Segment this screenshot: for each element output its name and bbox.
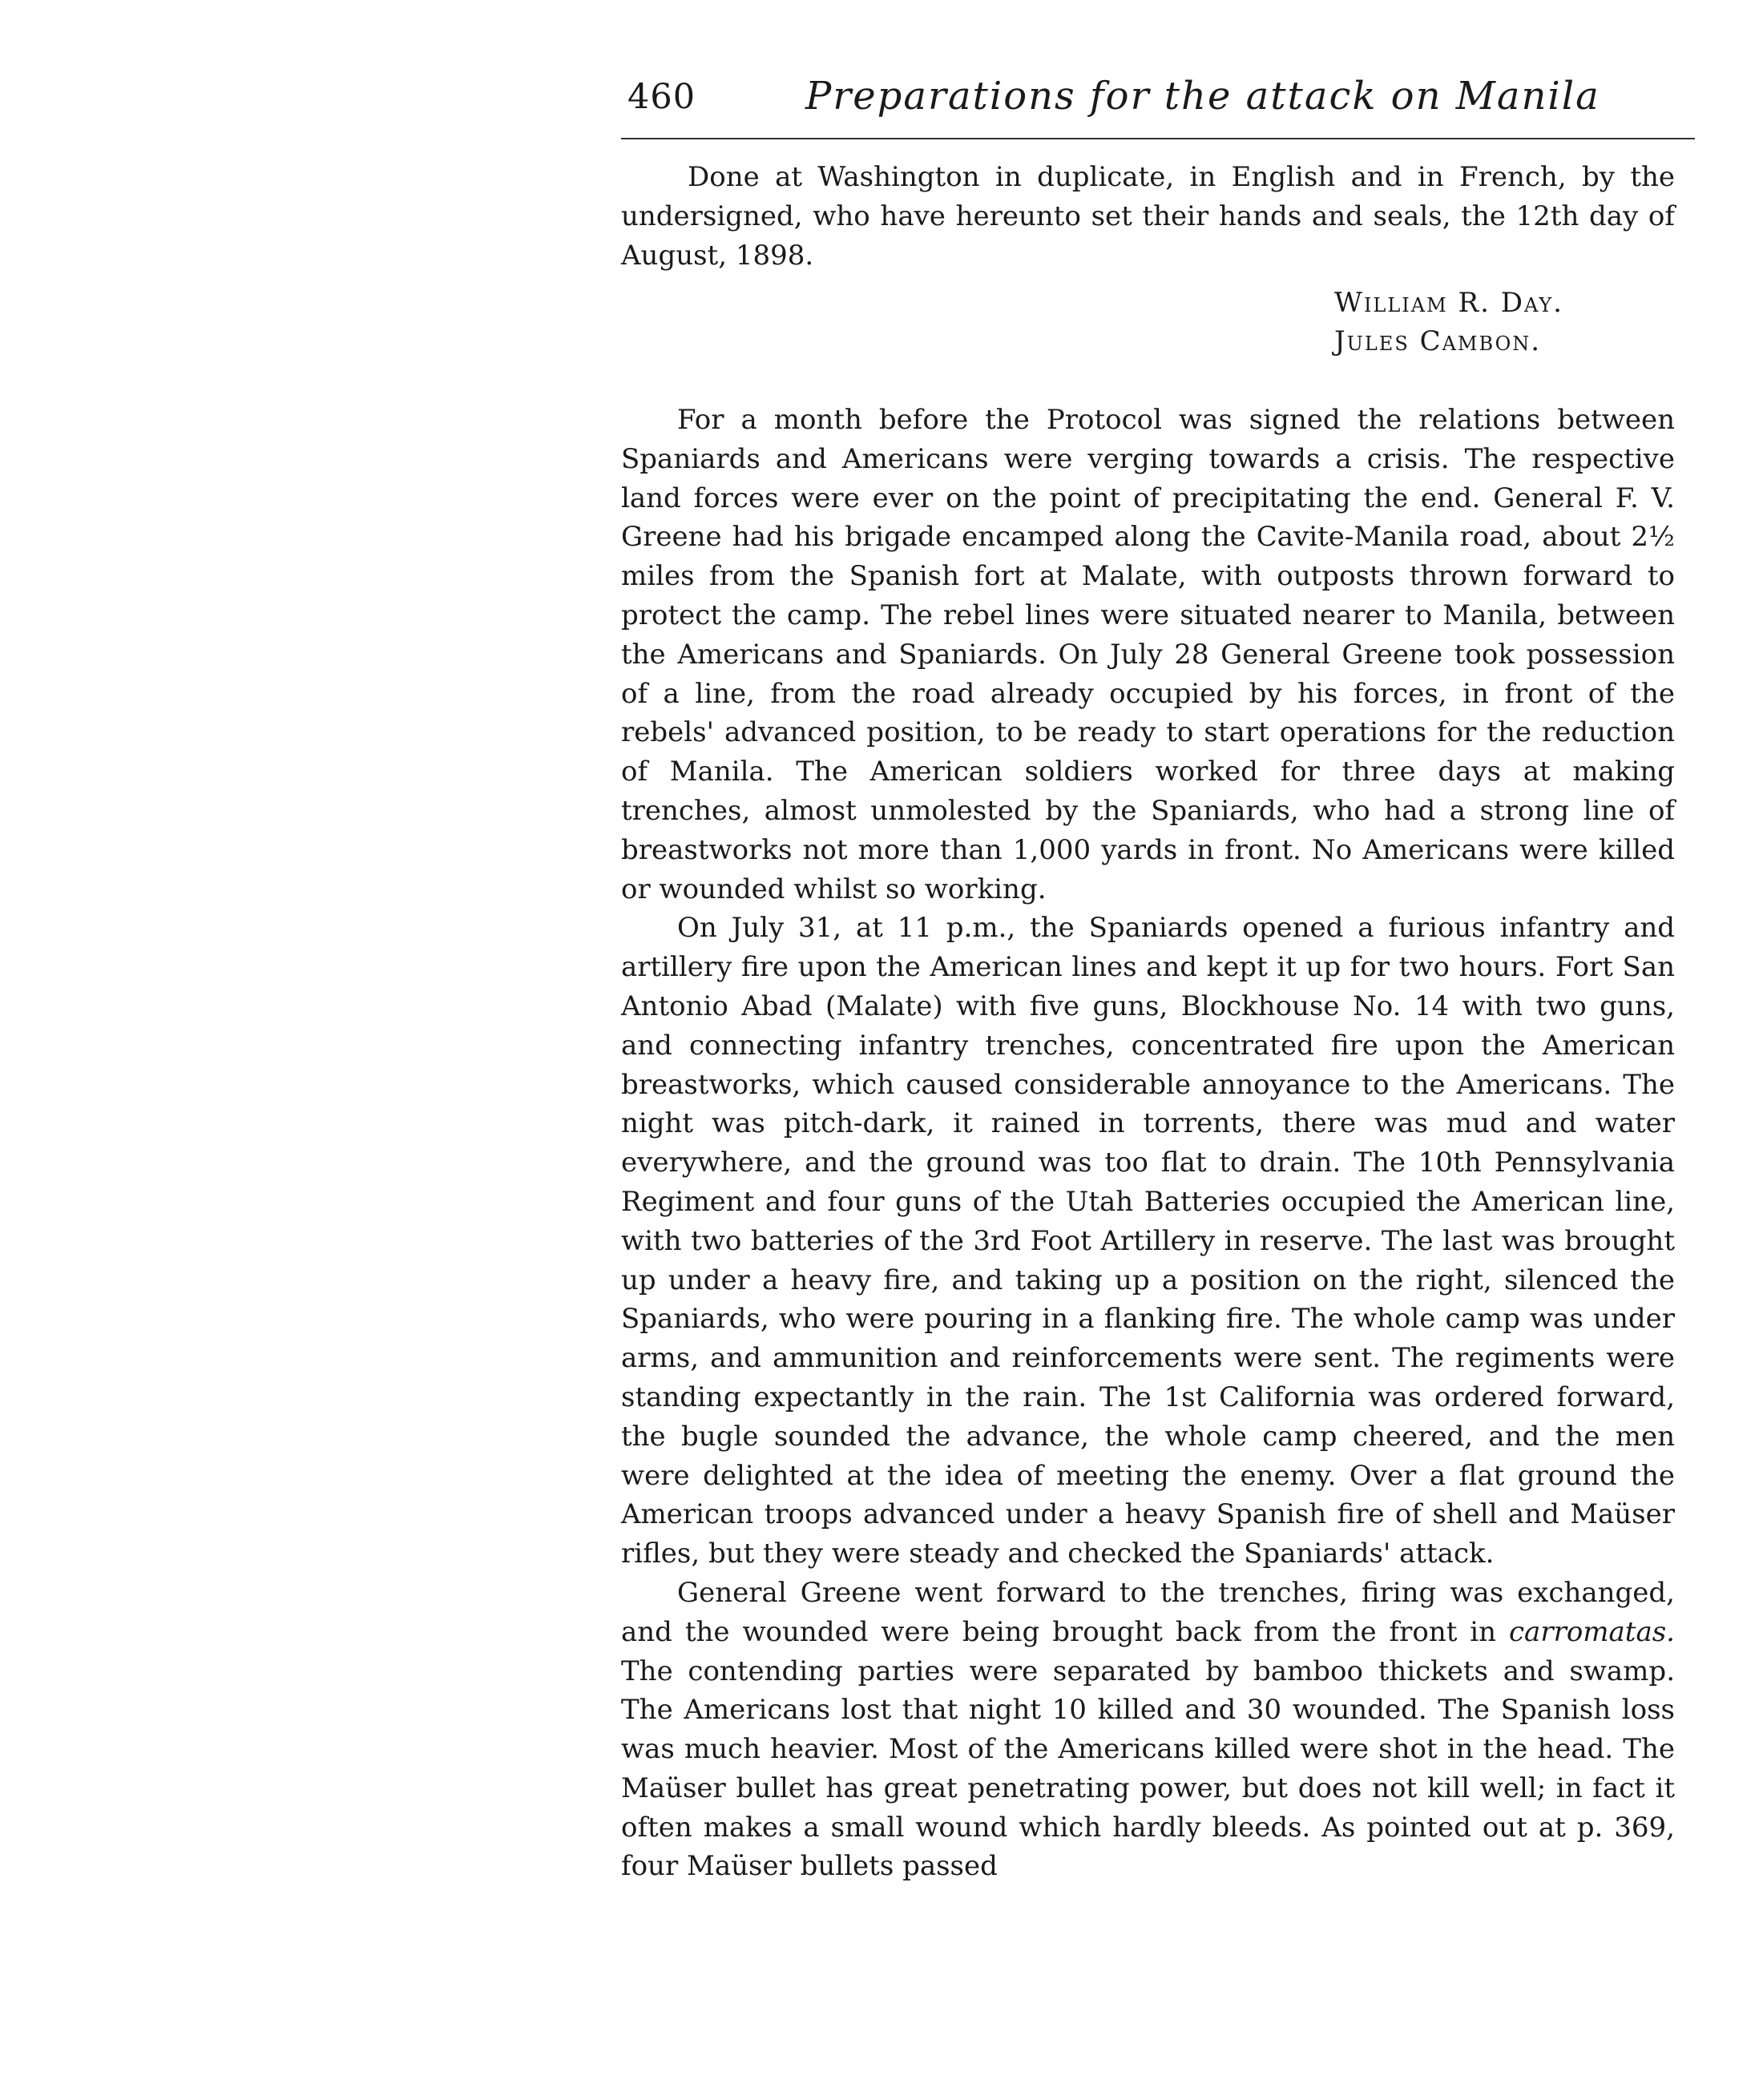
paragraph-july-31-attack: On July 31, at 11 p.m., the Spaniards opened a furious infantry and artillery fire upon the American lines and kept it up for two hours. Fort San Antonio Abad (Malate) with five guns, Blockhouse No. 14 with two guns, and connecting infantry trenches, concentrated fire upon the American breastworks, which caused considerable annoyance to the Americans. The night was pitch-dark, it rained in torrents, there was mud and water everywhere, and the ground was too flat to drain. The 10th Pennsylvania Regiment and four guns of the Utah Batteries occupied the American line, with two batteries of the 3rd Foot Artillery in reserve. The last was brought up under a heavy fire, and taking up a position on the right, silenced the Spaniards, who were pouring in a flanking fire. The whole camp was under arms, and ammunition and reinforcements were sent. The regiments were standing expectantly in the rain. The 1st California was ordered forward, the bugle sounded the advance, the whole camp cheered, and the men were delighted at the idea of meeting the enemy. Over a flat ground the American troops advanced under a heavy Spanish fire of shell and Maüser rifles, but they were steady and checked the Spaniards' attack. (621, 912, 1675, 1570)
italic-term-carromatas: carromatas. (1509, 1615, 1675, 1648)
running-title: Preparations for the attack on Manila (805, 74, 1600, 119)
signatures-block (1334, 284, 1675, 361)
signature-jules-cambon: Jules Cambon. (1334, 325, 1542, 357)
signature-william-r-day: William R. Day. (1334, 287, 1563, 319)
running-head (621, 74, 1695, 131)
book-page (621, 74, 1695, 1883)
page-number: 460 (627, 77, 696, 117)
paragraph-text-end: The contending parties were separated by bamboo thickets and swamp. The Americans lost that night 10 killed and 30 wounded. The Spanish loss was much heavier. Most of the Americans killed were shot in the head. The Maüser bullet has great penetrating power, but does not kill well; in fact it often makes a small wound which hardly bleeds. As pointed out at p. 369, four Maüser bullets passed (621, 1655, 1675, 1883)
header-rule (621, 138, 1695, 139)
paragraph-greene-trenches (621, 1574, 1675, 1886)
paragraph-relations-crisis: For a month before the Protocol was signed the relations between Spaniards and Americans were verging towards a crisis. The respective land forces were ever on the point of precipitating the end. General F. V. Greene had his brigade encamped along the Cavite-Manila road, about 2½ miles from the Spanish fort at Malate, with outposts thrown forward to protect the camp. The rebel lines were situated nearer to Manila, between the Americans and Spaniards. On July 28 General Greene took possession of a line, from the road already occupied by his forces, in front of the rebels' advanced position, to be ready to start operations for the reduction of Manila. The American soldiers worked for three days at making trenches, almost unmolested by the Spaniards, who had a strong line of breastworks not more than 1,000 yards in front. No Americans were killed or wounded whilst so working. (621, 404, 1675, 905)
protocol-closing-text: Done at Washington in duplicate, in English and in French, by the undersigned, who have hereunto set their hands and seals, the 12th day of August, 1898. (621, 161, 1675, 272)
page-body (621, 158, 1675, 1886)
paragraph-text-start: General Greene went forward to the trenches, firing was exchanged, and the wounded were being brought back from the front in (621, 1576, 1675, 1648)
